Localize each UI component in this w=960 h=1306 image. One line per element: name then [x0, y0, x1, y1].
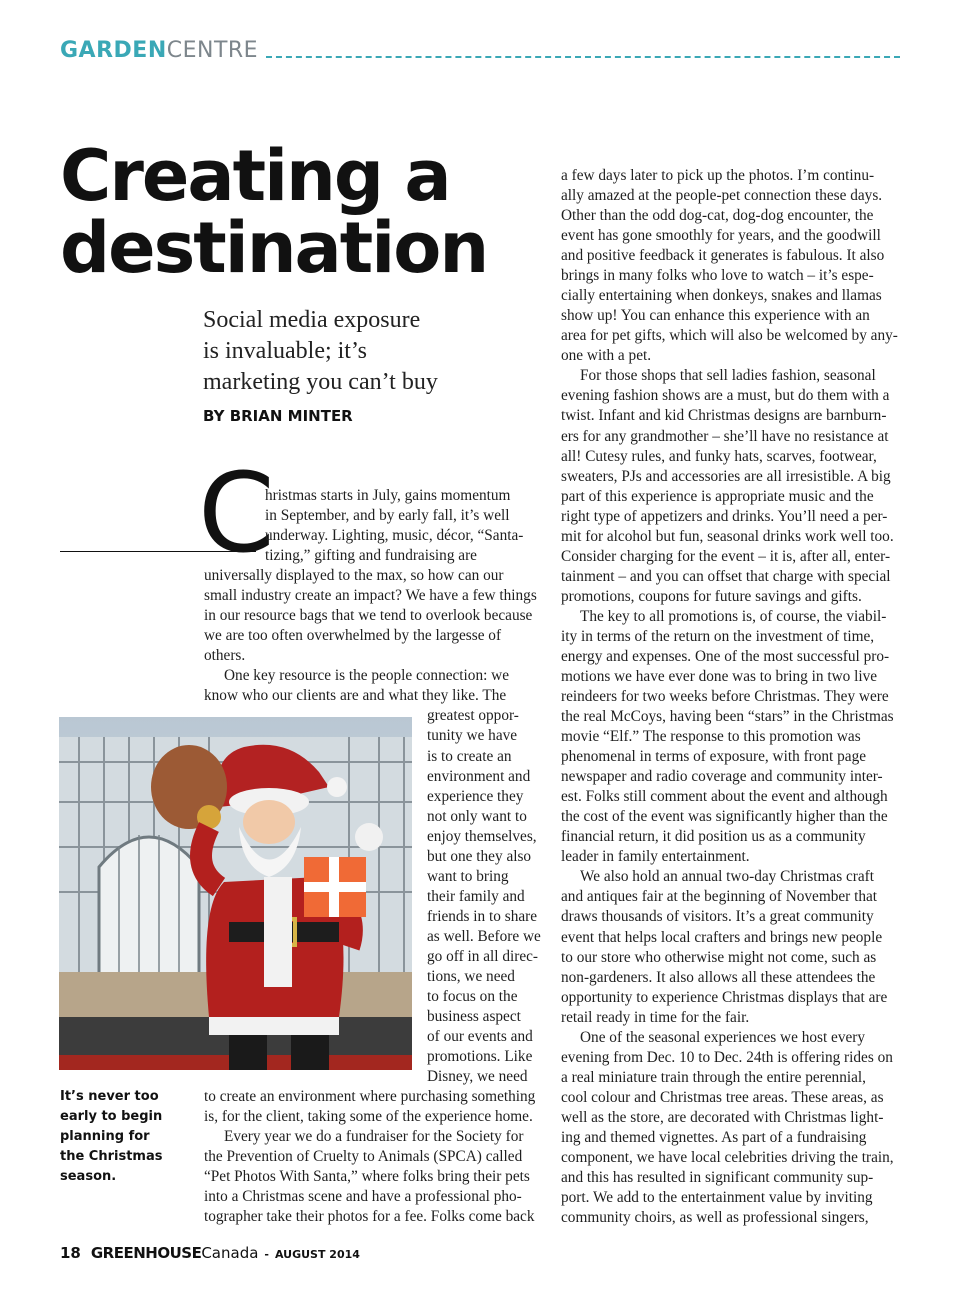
body-text-line: For those shops that sell ladies fashion, seasonal [580, 367, 876, 385]
body-text-line: in September, and by early fall, it’s well [265, 507, 510, 525]
body-text-line: movie “Elf.” The response to this promotion was [561, 728, 861, 746]
body-text-line: not only want to [427, 807, 527, 825]
body-text-line: leader in family entertainment. [561, 848, 750, 866]
body-text-line: and antiques fair at the beginning of November that [561, 888, 878, 906]
body-text-line: we are too often overwhelmed by the largesse of [204, 627, 502, 645]
body-text-line: We also hold an annual two-day Christmas craft [580, 868, 875, 886]
article-headline [60, 135, 550, 289]
body-text-line: tainment – and you can offset that charge with special [561, 567, 891, 585]
body-text-line: show up! You can enhance this experience with an [561, 307, 870, 325]
body-text-line: well as the store, are decorated with Christmas light- [561, 1108, 884, 1126]
body-text-line: non-gardeners. It also allows all these attendees the [561, 968, 876, 986]
drop-cap: C [198, 449, 275, 577]
body-text-line: small industry create an impact? We have a few things [204, 587, 537, 605]
body-text-line: One of the seasonal experiences we host every [580, 1028, 866, 1046]
body-text-line: promotions, coupons for future savings and gifts. [561, 587, 862, 605]
body-text-line: Other than the odd dog-cat, dog-dog encounter, the [561, 207, 874, 225]
body-text-line: sweaters, PJs and accessories are all irresistible. A big [561, 467, 891, 485]
body-text-line: a real miniature train through the entire perennial, [561, 1068, 866, 1086]
body-text-line: and positive feedback it generates is fabulous. It also [561, 247, 885, 265]
footer-separator: - [264, 1248, 269, 1261]
body-text-line: to create an environment where purchasing something [204, 1088, 536, 1106]
body-text-line: in our resource bags that we tend to overlook because [204, 607, 533, 625]
body-text-line: the Prevention of Cruelty to Animals (SPCA) called [204, 1148, 523, 1166]
article-dek [203, 305, 533, 398]
body-text-line: ity in terms of the return on the investment of time, [561, 627, 875, 645]
body-text-line: and this has resulted in significant community sup- [561, 1169, 874, 1186]
body-text-line: environment and [427, 767, 531, 785]
page-number: 18 [60, 1244, 81, 1262]
body-text-line: tizing,” gifting and fundraising are [265, 547, 477, 565]
body-text-line: “Pet Photos With Santa,” where folks bring their pets [204, 1168, 530, 1186]
body-text-line: Consider charging for the event – it is, after all, enter- [561, 547, 891, 565]
body-text-line: port. We add to the entertainment value by inviting [561, 1189, 873, 1207]
body-text-line: enjoy themselves, [427, 827, 537, 845]
body-text-line: The key to all promotions is, of course, the viabil- [580, 607, 887, 625]
body-text-line: to our store who otherwise might not come, such as [561, 948, 877, 966]
body-text-line: to focus on the [427, 988, 518, 1005]
body-text-line: draws thousands of visitors. It’s a great community [561, 908, 874, 926]
caption-line-4: the Christmas [60, 1149, 163, 1164]
section-dashed-rule [266, 56, 900, 58]
body-text-line: area for pet gifts, which will also be welcomed by any- [561, 327, 898, 345]
magazine-name-light: Canada [201, 1244, 259, 1262]
body-text-line: the real McCoys, having been “stars” in the Christmas [561, 708, 894, 726]
body-text-line: all! Cutesy rules, and funky hats, scarves, footwear, [561, 447, 877, 465]
body-text-line: mit for alcohol but fun, seasonal drinks work well too. [561, 527, 894, 545]
body-text-line: retail ready in time for the fair. [561, 1008, 750, 1026]
body-text-line: is, for the client, taking some of the experience home. [204, 1108, 533, 1126]
body-text-line: of our events and [427, 1028, 533, 1046]
caption-line-3: planning for [60, 1129, 150, 1144]
body-text-line: evening fashion shows are a must, but do them with a [561, 387, 890, 405]
body-text-line: greatest oppor- [427, 707, 519, 725]
headline-line-1: Creating a [60, 135, 450, 217]
body-text-line: energy and expenses. One of the most successful pro- [561, 647, 890, 665]
body-text-line: Disney, we need [427, 1068, 528, 1086]
body-text-line: promotions. Like [427, 1048, 533, 1066]
dek-line-3: marketing you can’t buy [203, 369, 438, 395]
body-text-line: experience they [427, 787, 524, 805]
body-text-line: tographer take their photos for a fee. Folks come back [204, 1208, 535, 1226]
body-text-line: One key resource is the people connection: we [224, 667, 510, 685]
body-text-line: motions we have ever done was to bring in two live [561, 668, 878, 685]
body-text-line: friends in to share [427, 907, 538, 925]
body-text-line: want to bring [427, 867, 509, 885]
body-text-line: others. [204, 647, 246, 665]
photo-caption [60, 1087, 180, 1187]
body-text-line: event that helps local crafters and brings new people [561, 928, 883, 946]
body-text-line: but one they also [427, 847, 532, 865]
body-text-line: reindeers for two weeks before Christmas. They were [561, 688, 889, 706]
body-text-line: newspaper and radio coverage and community inter- [561, 768, 883, 786]
body-text-line: component, we have local celebrities driving the train, [561, 1148, 894, 1166]
body-text-line: financial return, it did position us as a community [561, 828, 866, 846]
body-text-line: the cost of the event was significantly higher than the [561, 808, 888, 826]
body-text-line: phenomenal in terms of exposure, with front page [561, 748, 867, 766]
body-text-line: hristmas starts in July, gains momentum [265, 487, 511, 504]
page-footer [60, 1244, 360, 1262]
issue-date: AUGUST 2014 [274, 1248, 360, 1261]
body-text-line: one with a pet. [561, 347, 652, 365]
body-text-line: underway. Lighting, music, décor, “Santa- [265, 527, 524, 545]
caption-line-2: early to begin [60, 1109, 163, 1124]
santa-statue-photo [59, 717, 412, 1070]
magazine-name-bold: GREENHOUSE [90, 1244, 202, 1262]
body-text-line: ally amazed at the people-pet connection these days. [561, 187, 883, 205]
body-text-line: opportunity to experience Christmas displays that are [561, 988, 888, 1006]
body-text-line: is to create an [427, 747, 512, 765]
body-text-line: community choirs, as well as professional singers, [561, 1209, 869, 1227]
dek-line-2: is invaluable; it’s [203, 338, 367, 364]
body-text-line: ing and themed vignettes. As part of a fundraising [561, 1128, 867, 1146]
body-text-line: est. Folks still comment about the event and although [561, 788, 888, 806]
body-text-line: cially entertaining when donkeys, snakes and llamas [561, 287, 882, 305]
body-text-line: part of this experience is appropriate music and the [561, 487, 874, 505]
body-text-line: evening from Dec. 10 to Dec. 24th is offering rides on [561, 1048, 893, 1066]
body-text-line: event has gone smoothly for years, and the goodwill [561, 227, 881, 245]
body-text-line: universally displayed to the max, so how can our [204, 567, 504, 585]
body-text-line: their family and [427, 887, 525, 905]
body-text-line: business aspect [427, 1008, 521, 1026]
body-text-line: a few days later to pick up the photos. I’m continu- [561, 167, 875, 184]
body-text-line: Every year we do a fundraiser for the Society for [224, 1128, 524, 1146]
body-text-line: go off in all direc- [427, 947, 539, 965]
body-text-line: tions, we need [427, 967, 515, 985]
section-header [60, 34, 900, 66]
body-text-line: as well. Before we [427, 927, 541, 945]
body-text-line: cool colour and Christmas tree areas. These areas, as [561, 1088, 884, 1106]
section-name-bold: GARDEN [60, 37, 167, 63]
body-text-line: tunity we have [427, 727, 518, 745]
caption-line-1: It’s never too [60, 1089, 159, 1104]
body-text-line: into a Christmas scene and have a professional pho- [204, 1188, 522, 1206]
body-text-line: brings in many folks who love to watch – it’s espe- [561, 267, 874, 285]
dek-line-1: Social media exposure [203, 307, 421, 333]
headline-line-2: destination [60, 207, 488, 289]
section-name-light: CENTRE [166, 37, 259, 63]
caption-line-5: season. [60, 1169, 117, 1184]
body-text-line: ers for any grandmother – she’ll have no resistance at [561, 427, 889, 445]
body-text-line: right type of appetizers and drinks. You’ll need a per- [561, 507, 888, 525]
body-text-line: twist. Infant and kid Christmas designs are barnburn- [561, 407, 887, 425]
byline: BY BRIAN MINTER [203, 407, 353, 425]
body-text-line: know who our clients are and what they like. The [204, 687, 507, 705]
